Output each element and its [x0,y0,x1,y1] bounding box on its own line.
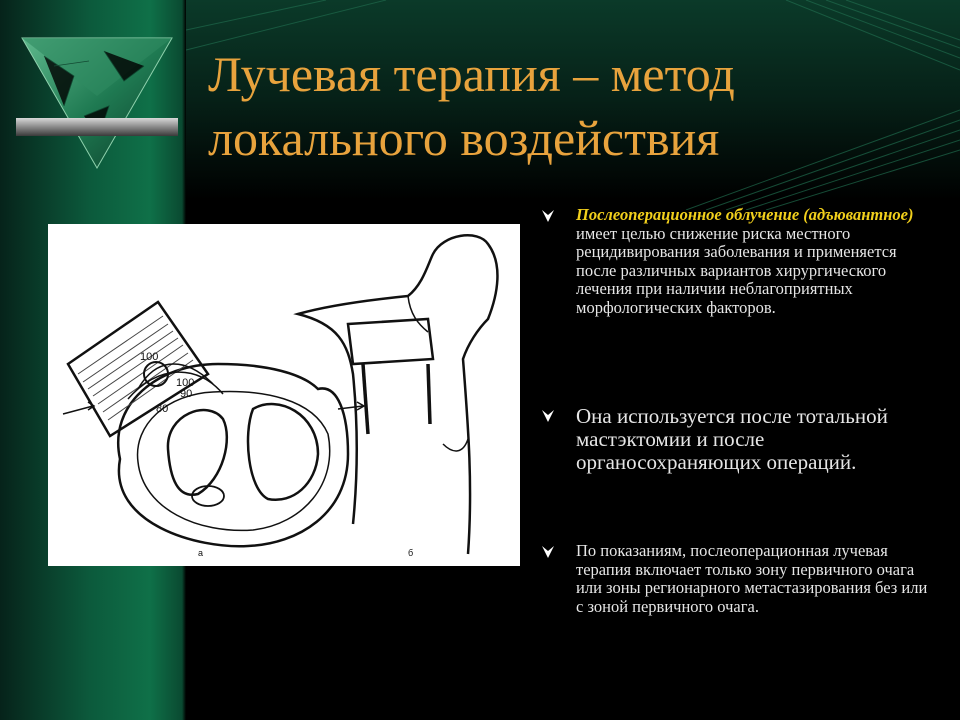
radiotherapy-diagram [48,224,520,566]
bullet-check-icon [541,409,555,423]
bullet-check-icon [541,209,555,223]
isodose-100-label: 100 [140,351,159,363]
bullet-body: имеет целью снижение риска местного рецидивирования заболевания и применяется после различных вариантов хирургического лечения при наличии неблагоприятных морфологических факторов. [576,223,897,317]
triangle-logo-icon [14,36,180,170]
isodose-90-label: 90 [180,388,193,400]
figure-label-a: а [198,548,204,558]
bullet-text-3: По показаниям, послеоперационная лучевая терапия включает только зону первичного очага или зоны регионарного метастазирования без или с зоной первичного очага. [576,541,928,616]
isodose-100b-label: 100 [176,377,195,389]
bullet-text-1 [576,206,936,317]
bullet-check-icon [541,545,555,559]
isodose-80-label: 80 [156,403,169,415]
slide-title: Лучевая терапия – метод локального воздействия [208,46,735,166]
bullet-emphasis: Послеоперационное облучение (адъювантное) [576,205,914,224]
figure-label-b: б [408,548,414,558]
bullet-text-2: Она используется после тотальной мастэктомии и после органосохраняющих операций. [576,404,888,474]
